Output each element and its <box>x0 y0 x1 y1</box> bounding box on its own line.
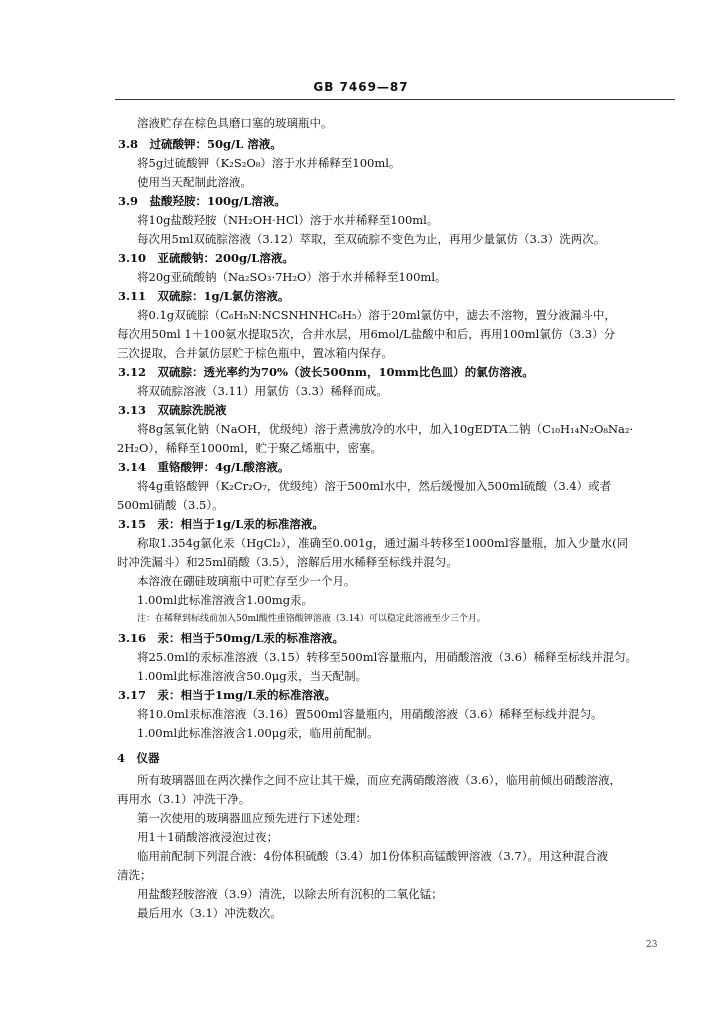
text-line: 将10g盐酸羟胺（NH₂OH·HCl）溶于水并稀释至100ml。 <box>137 213 439 227</box>
section-heading: 3.16 汞：相当于50mg/L汞的标准溶液。 <box>118 631 345 645</box>
text-line: 临用前配制下列混合液：4份体积硫酸（3.4）加1份体积高锰酸钾溶液（3.7）。用这种混合液 <box>137 849 608 863</box>
text-line: 时冲洗漏斗）和25ml硝酸（3.5），溶解后用水稀释至标线并混匀。 <box>117 555 458 569</box>
text-line: 1.00ml此标准溶液含50.0μg汞，当天配制。 <box>137 669 368 683</box>
text-line: 每次用50ml 1＋100氨水提取5次，合并水层，用6mol/L盐酸中和后，再用100ml氯仿（3.3）分 <box>117 327 616 341</box>
text-line: 溶液贮存在棕色具磨口塞的玻璃瓶中。 <box>137 116 333 130</box>
text-line: 将25.0ml的汞标准溶液（3.15）转移至500ml容量瓶内，用硝酸溶液（3.6）稀释至标线并混匀。 <box>137 650 638 664</box>
text-line: 2H₂O），稀释至1000ml，贮于聚乙烯瓶中，密塞。 <box>117 441 382 455</box>
text-line: 使用当天配制此溶液。 <box>137 175 252 189</box>
section-heading: 3.9 盐酸羟胺：100g/L溶液。 <box>118 194 286 208</box>
text-line: 用1＋1硝酸溶液浸泡过夜； <box>137 830 279 844</box>
text-line: 500ml硝酸（3.5）。 <box>117 498 224 512</box>
text-line: 将4g重铬酸钾（K₂Cr₂O₇，优级纯）溶于500ml水中，然后缓慢加入500ml硫酸（3.4）或者 <box>137 479 612 493</box>
text-line: 本溶液在硼硅玻璃瓶中可贮存至少一个月。 <box>137 574 356 588</box>
note-line: 注：在稀释到标线前加入50ml酸性重铬酸钾溶液（3.14）可以稳定此溶液至少三个月。 <box>137 614 486 624</box>
section-heading: 3.11 双硫腙：1g/L氯仿溶液。 <box>118 289 290 303</box>
page-number: 23 <box>646 940 658 950</box>
text-line: 将双硫腙溶液（3.11）用氯仿（3.3）稀释而成。 <box>137 384 388 398</box>
section-heading: 3.10 亚硫酸钠：200g/L溶液。 <box>118 251 294 265</box>
standard-header: GB 7469—87 <box>313 80 409 94</box>
text-line: 将0.1g双硫腙（C₆H₅N:NCSNHNHC₆H₅）溶于20ml氯仿中，滤去不溶物，置分液漏斗中， <box>137 308 616 322</box>
chapter-heading: 4 仪器 <box>117 751 160 765</box>
section-heading: 3.13 双硫腙洗脱液 <box>118 403 227 417</box>
text-line: 再用水（3.1）冲洗干净。 <box>117 792 251 806</box>
text-line: 三次提取，合并氯仿层贮于棕色瓶中，置冰箱内保存。 <box>117 346 393 360</box>
text-line: 用盐酸羟胺溶液（3.9）清洗，以除去所有沉积的二氧化锰； <box>137 887 443 901</box>
text-line: 将20g亚硫酸钠（Na₂SO₃·7H₂O）溶于水并稀释至100ml。 <box>137 270 447 284</box>
text-line: 所有玻璃器皿在两次操作之间不应让其干燥，而应充满硝酸溶液（3.6），临用前倾出硝酸溶液， <box>137 773 622 787</box>
header-rule <box>115 99 675 100</box>
section-heading: 3.15 汞：相当于1g/L汞的标准溶液。 <box>118 517 324 531</box>
text-line: 最后用水（3.1）冲洗数次。 <box>137 906 282 920</box>
text-line: 1.00ml此标准溶液含1.00mg汞。 <box>137 593 314 607</box>
text-line: 1.00ml此标准溶液含1.00μg汞，临用前配制。 <box>137 726 379 740</box>
text-line: 每次用5ml双硫腙溶液（3.12）萃取，至双硫腙不变色为止，再用少量氯仿（3.3）洗两次。 <box>137 232 606 246</box>
text-line: 称取1.354g氯化汞（HgCl₂），准确至0.001g，通过漏斗转移至1000ml容量瓶，加入少量水(同 <box>137 536 629 550</box>
section-heading: 3.17 汞：相当于1mg/L汞的标准溶液。 <box>118 688 337 702</box>
text-line: 清洗； <box>117 868 152 882</box>
text-line: 将8g氢氧化钠（NaOH，优级纯）溶于煮沸放冷的水中，加入10gEDTA二钠（C₁₀H₁₄N₂O₈Na₂· <box>137 422 634 436</box>
section-heading: 3.14 重铬酸钾：4g/L酸溶液。 <box>118 460 290 474</box>
section-heading: 3.12 双硫腙：透光率约为70%（波长500nm，10mm比色皿）的氯仿溶液。 <box>118 365 534 379</box>
text-line: 第一次使用的玻璃器皿应预先进行下述处理： <box>137 811 367 825</box>
text-line: 将10.0ml汞标准溶液（3.16）置500ml容量瓶内，用硝酸溶液（3.6）稀释至标线并混匀。 <box>137 707 603 721</box>
text-line: 将5g过硫酸钾（K₂S₂O₈）溶于水并稀释至100ml。 <box>137 156 401 170</box>
section-heading: 3.8 过硫酸钾：50g/L 溶液。 <box>118 137 282 151</box>
